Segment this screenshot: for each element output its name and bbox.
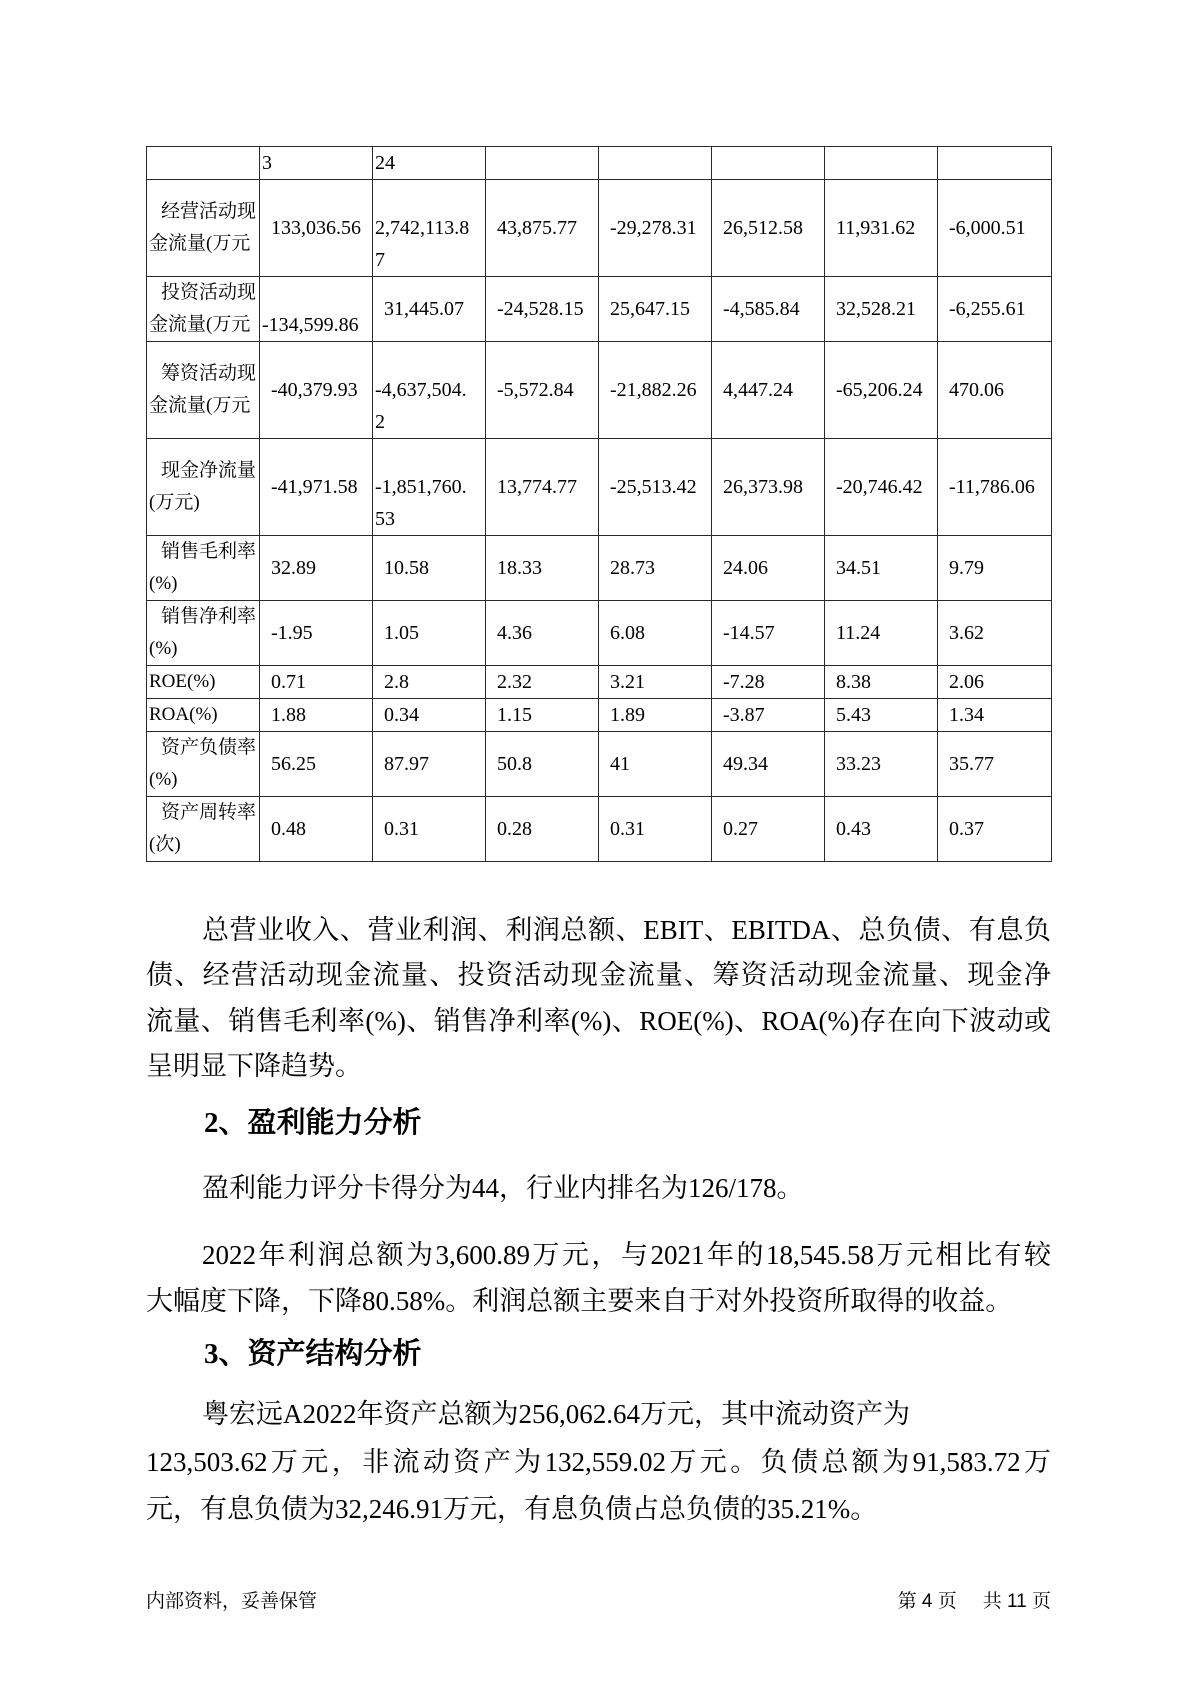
table-cell: 1.05 xyxy=(373,601,486,666)
table-cell: 5.43 xyxy=(825,699,938,732)
table-cell: 0.27 xyxy=(712,797,825,862)
table-cell: 43,875.77 xyxy=(486,180,599,277)
paragraph-line: 债、经营活动现金流量、投资活动现金流量、筹资活动现金流量、现金净 xyxy=(146,960,1051,991)
paragraph-line: 2022年利润总额为3,600.89万元，与2021年的18,545.58万元相比有较 xyxy=(202,1240,1051,1270)
table-cell: 3.21 xyxy=(599,666,712,699)
table-cell: 6.08 xyxy=(599,601,712,666)
table-cell: -6,255.61 xyxy=(938,277,1052,342)
table-cell: 26,512.58 xyxy=(712,180,825,277)
table-cell: 0.71 xyxy=(260,666,373,699)
paragraph-line: 大幅度下降，下降80.58%。利润总额主要来自于对外投资所取得的收益。 xyxy=(146,1286,1013,1316)
table-cell: 0.34 xyxy=(373,699,486,732)
paragraph-line: 总营业收入、营业利润、利润总额、EBIT、EBITDA、总负债、有息负 xyxy=(202,915,1051,945)
table-cell: 0.31 xyxy=(599,797,712,862)
row-label: 资产负债率 (%) xyxy=(147,732,260,797)
table-row-roe xyxy=(147,666,1052,699)
table-cell: -29,278.31 xyxy=(599,180,712,277)
table-row-asset-turnover xyxy=(147,797,1052,862)
row-label: 经营活动现 金流量(万元 xyxy=(147,180,260,277)
table-cell xyxy=(599,147,712,180)
table-cell: 1.15 xyxy=(486,699,599,732)
table-cell: 41 xyxy=(599,732,712,797)
table-cell: 13,774.77 xyxy=(486,439,599,536)
table-cell: 3 xyxy=(260,147,373,180)
table-cell: 0.48 xyxy=(260,797,373,862)
section-heading-asset-structure: 3、资产结构分析 xyxy=(204,1338,422,1370)
table-cell: -4,637,504. 2 xyxy=(373,342,486,439)
table-cell: -25,513.42 xyxy=(599,439,712,536)
footer-confidential-note: 内部资料，妥善保管 xyxy=(146,1591,318,1612)
table-cell xyxy=(712,147,825,180)
table-cell: 32,528.21 xyxy=(825,277,938,342)
table-cell: 2.8 xyxy=(373,666,486,699)
paragraph-line: 元，有息负债为32,246.91万元，有息负债占总负债的35.21%。 xyxy=(146,1494,878,1524)
table-cell: 2,742,113.8 7 xyxy=(373,180,486,277)
table-cell: 4.36 xyxy=(486,601,599,666)
table-row-net-margin xyxy=(147,601,1052,666)
table-cell: 18.33 xyxy=(486,536,599,601)
table-cell: 11,931.62 xyxy=(825,180,938,277)
row-label: 投资活动现 金流量(万元 xyxy=(147,277,260,342)
table-cell: 24.06 xyxy=(712,536,825,601)
table-cell: -1,851,760. 53 xyxy=(373,439,486,536)
paragraph-line: 粤宏远A2022年资产总额为256,062.64万元，其中流动资产为 xyxy=(202,1399,910,1429)
row-label: 销售毛利率 (%) xyxy=(147,536,260,601)
table-row-roa xyxy=(147,699,1052,732)
row-label: 资产周转率 (次) xyxy=(147,797,260,862)
table-cell xyxy=(825,147,938,180)
table-row-gross-margin xyxy=(147,536,1052,601)
table-cell: 133,036.56 xyxy=(260,180,373,277)
row-label xyxy=(147,147,260,180)
table-cell: 11.24 xyxy=(825,601,938,666)
table-cell: 0.28 xyxy=(486,797,599,862)
table-cell: -24,528.15 xyxy=(486,277,599,342)
table-cell: -20,746.42 xyxy=(825,439,938,536)
table-cell: 56.25 xyxy=(260,732,373,797)
row-label: 销售净利率 (%) xyxy=(147,601,260,666)
table-cell: 33.23 xyxy=(825,732,938,797)
table-row-debt-ratio xyxy=(147,732,1052,797)
financial-indicator-table xyxy=(146,146,1052,862)
table-cell: -134,599.86 xyxy=(260,277,373,342)
table-cell: -40,379.93 xyxy=(260,342,373,439)
table-cell: 26,373.98 xyxy=(712,439,825,536)
table-cell: 32.89 xyxy=(260,536,373,601)
current-page: 第 4 页 xyxy=(897,1591,957,1612)
table-cell: -21,882.26 xyxy=(599,342,712,439)
table-cell: 9.79 xyxy=(938,536,1052,601)
table-row-net-cash-flow xyxy=(147,439,1052,536)
table-cell: 1.88 xyxy=(260,699,373,732)
table-cell: 28.73 xyxy=(599,536,712,601)
table-cell: -7.28 xyxy=(712,666,825,699)
table-cell: 3.62 xyxy=(938,601,1052,666)
table-cell: -4,585.84 xyxy=(712,277,825,342)
table-cell: 35.77 xyxy=(938,732,1052,797)
row-label: ROE(%) xyxy=(147,666,260,699)
table-cell: 8.38 xyxy=(825,666,938,699)
total-pages: 共 11 页 xyxy=(982,1591,1051,1612)
table-cell: 87.97 xyxy=(373,732,486,797)
asset-structure-paragraph xyxy=(146,1391,1051,1534)
table-cell: -11,786.06 xyxy=(938,439,1052,536)
table-cell: -65,206.24 xyxy=(825,342,938,439)
row-label: ROA(%) xyxy=(147,699,260,732)
table-cell: 24 xyxy=(373,147,486,180)
table-cell: 25,647.15 xyxy=(599,277,712,342)
profitability-score-paragraph xyxy=(146,1165,1051,1211)
table-row-financing-cash-flow xyxy=(147,342,1052,439)
table-cell: -6,000.51 xyxy=(938,180,1052,277)
table-cell: 50.8 xyxy=(486,732,599,797)
paragraph-line: 123,503.62万元，非流动资产为132,559.02万元。负债总额为91,583.72万 xyxy=(146,1446,1051,1477)
summary-paragraph xyxy=(146,908,1051,1089)
table-cell xyxy=(938,147,1052,180)
paragraph-line: 盈利能力评分卡得分为44，行业内排名为126/178。 xyxy=(202,1173,804,1203)
table-cell: 0.31 xyxy=(373,797,486,862)
profit-change-paragraph xyxy=(146,1232,1051,1324)
table-cell: 0.37 xyxy=(938,797,1052,862)
table-cell: 1.34 xyxy=(938,699,1052,732)
table-cell: 0.43 xyxy=(825,797,938,862)
table-cell: 2.32 xyxy=(486,666,599,699)
row-label: 筹资活动现 金流量(万元 xyxy=(147,342,260,439)
table-cell: -3.87 xyxy=(712,699,825,732)
table-cell: -14.57 xyxy=(712,601,825,666)
table-row-investing-cash-flow xyxy=(147,277,1052,342)
table-cell: -1.95 xyxy=(260,601,373,666)
paragraph-line: 流量、销售毛利率(%)、销售净利率(%)、ROE(%)、ROA(%)存在向下波动或 xyxy=(146,1005,1051,1036)
table-cell: 31,445.07 xyxy=(373,277,486,342)
paragraph-line: 呈明显下降趋势。 xyxy=(146,1050,362,1081)
table-row-continuation xyxy=(147,147,1052,180)
table-cell: 4,447.24 xyxy=(712,342,825,439)
table-cell: 10.58 xyxy=(373,536,486,601)
footer-page-number xyxy=(898,1590,1051,1614)
table-cell xyxy=(486,147,599,180)
table-cell: 1.89 xyxy=(599,699,712,732)
table-cell: 2.06 xyxy=(938,666,1052,699)
section-heading-profitability: 2、盈利能力分析 xyxy=(204,1107,422,1139)
table-cell: 34.51 xyxy=(825,536,938,601)
table-cell: -5,572.84 xyxy=(486,342,599,439)
table-row-operating-cash-flow xyxy=(147,180,1052,277)
table-cell: 49.34 xyxy=(712,732,825,797)
row-label: 现金净流量 (万元) xyxy=(147,439,260,536)
table-cell: -41,971.58 xyxy=(260,439,373,536)
table-cell: 470.06 xyxy=(938,342,1052,439)
